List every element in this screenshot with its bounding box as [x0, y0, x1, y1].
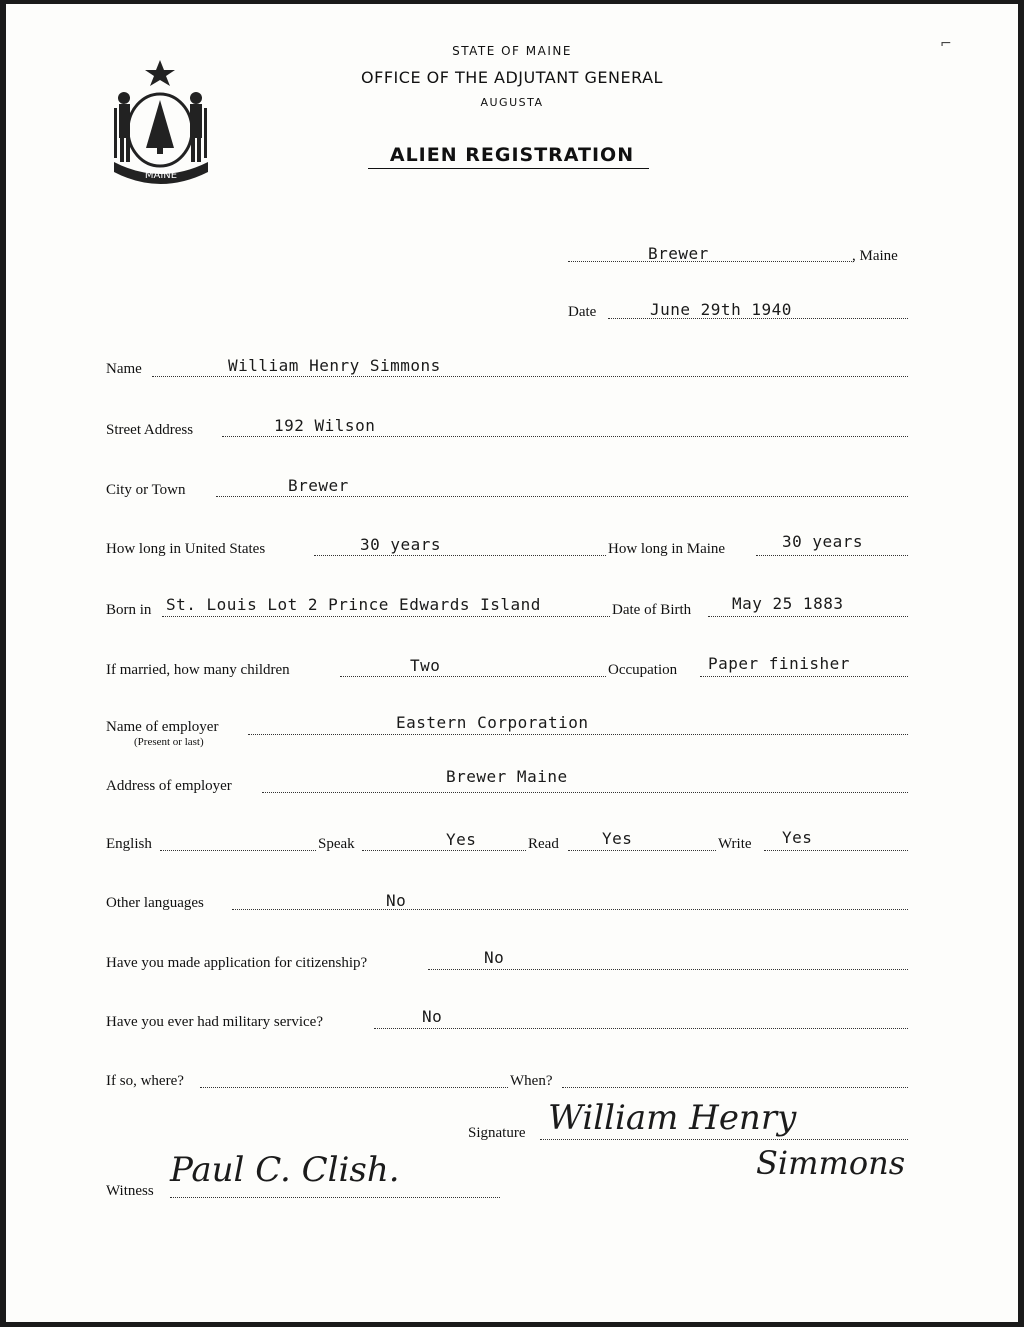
children-label: If married, how many children — [106, 662, 290, 678]
maine-duration-line — [756, 555, 908, 556]
employer-address-line — [262, 792, 908, 793]
english-label: English — [106, 836, 152, 852]
name-label: Name — [106, 361, 142, 377]
signature-line — [540, 1139, 908, 1140]
office-heading: OFFICE OF THE ADJUTANT GENERAL — [361, 68, 663, 87]
speak-line — [362, 850, 526, 851]
other-languages-line — [232, 909, 908, 910]
street-value: 192 Wilson — [274, 416, 376, 435]
military-label: Have you ever had military service? — [106, 1014, 323, 1030]
form-title: ALIEN REGISTRATION — [389, 144, 635, 166]
employer-address-label: Address of employer — [106, 778, 232, 794]
applicant-signature-line2: Simmons — [756, 1144, 906, 1182]
when-line — [562, 1087, 908, 1088]
witness-line — [170, 1197, 500, 1198]
birthplace-line — [162, 616, 610, 617]
dob-line — [708, 616, 908, 617]
other-languages-label: Other languages — [106, 895, 204, 911]
speak-value: Yes — [446, 830, 477, 849]
state-heading: STATE OF MAINE — [452, 44, 572, 58]
employer-value: Eastern Corporation — [396, 713, 589, 732]
us-duration-label: How long in United States — [106, 541, 266, 557]
city-heading: AUGUSTA — [480, 96, 544, 109]
employer-note: (Present or last) — [134, 736, 204, 748]
write-label: Write — [718, 836, 752, 852]
where-label: If so, where? — [106, 1073, 184, 1089]
english-line — [160, 850, 316, 851]
maine-label: , Maine — [852, 248, 898, 264]
town-value: Brewer — [648, 244, 709, 263]
employer-label: Name of employer — [106, 719, 219, 735]
write-line — [764, 850, 908, 851]
city-line — [216, 496, 908, 497]
occupation-value: Paper finisher — [708, 654, 850, 673]
birthplace-label: Born in — [106, 602, 152, 618]
city-value: Brewer — [288, 476, 349, 495]
citizenship-value: No — [484, 948, 505, 967]
seal-text: MAINE — [144, 170, 178, 181]
read-value: Yes — [602, 829, 633, 848]
read-line — [568, 850, 716, 851]
town-line — [568, 261, 854, 262]
speak-label: Speak — [318, 836, 355, 852]
dob-label: Date of Birth — [612, 602, 692, 618]
city-label: City or Town — [106, 482, 186, 498]
citizenship-line — [428, 969, 908, 970]
employer-line — [248, 734, 908, 735]
other-languages-value: No — [386, 891, 407, 910]
where-line — [200, 1087, 508, 1088]
when-label: When? — [510, 1073, 553, 1089]
us-duration-value: 30 years — [360, 535, 442, 554]
maine-duration-value: 30 years — [782, 532, 864, 551]
citizenship-label: Have you made application for citizenship? — [106, 955, 368, 971]
name-value: William Henry Simmons — [228, 356, 441, 375]
title-underline — [368, 168, 649, 169]
write-value: Yes — [782, 828, 813, 847]
read-label: Read — [528, 836, 559, 852]
street-line — [222, 436, 908, 437]
children-value: Two — [410, 656, 441, 675]
occupation-line — [700, 676, 908, 677]
military-line — [374, 1028, 908, 1029]
name-line — [152, 376, 908, 377]
signature-label: Signature — [468, 1125, 526, 1141]
military-value: No — [422, 1007, 443, 1026]
street-label: Street Address — [106, 422, 194, 438]
children-line — [340, 676, 606, 677]
date-value: June 29th 1940 — [650, 300, 792, 319]
witness-signature: Paul C. Clish. — [170, 1150, 400, 1190]
dob-value: May 25 1883 — [732, 594, 844, 613]
birthplace-value: St. Louis Lot 2 Prince Edwards Island — [166, 595, 541, 614]
applicant-signature-line1: William Henry — [548, 1098, 797, 1138]
date-label: Date — [568, 304, 597, 320]
employer-address-value: Brewer Maine — [446, 767, 568, 786]
us-duration-line — [314, 555, 606, 556]
maine-duration-label: How long in Maine — [608, 541, 726, 557]
check-mark: ⌐ — [940, 36, 952, 52]
witness-label: Witness — [106, 1183, 154, 1199]
occupation-label: Occupation — [608, 662, 678, 678]
